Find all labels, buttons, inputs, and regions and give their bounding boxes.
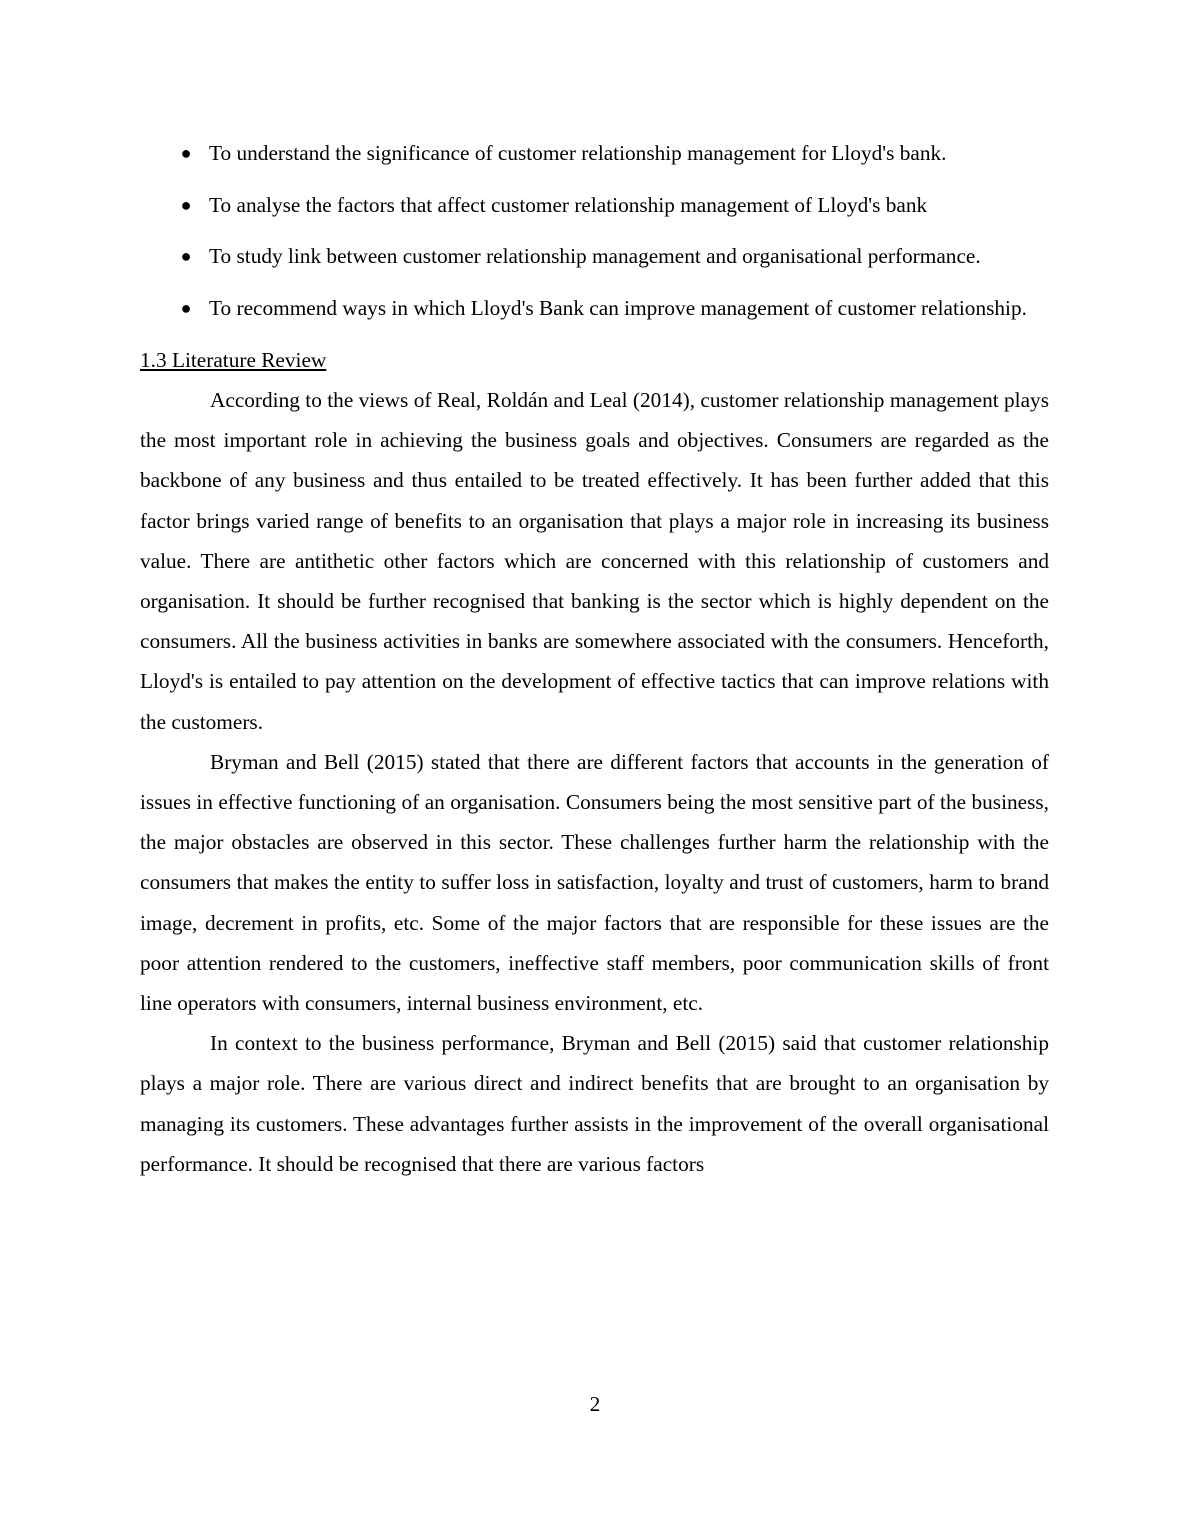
objectives-list (140, 133, 1049, 328)
section-heading: 1.3 Literature Review (140, 347, 327, 372)
bullet-icon: ● (180, 194, 192, 215)
list-item (140, 236, 1049, 276)
list-item (140, 185, 1049, 225)
list-item (140, 288, 1049, 328)
objective-text: To study link between customer relationship management and organisational performance. (209, 244, 981, 269)
objective-text: To recommend ways in which Lloyd's Bank can improve management of customer relationship. (209, 296, 1027, 321)
bullet-icon: ● (180, 246, 192, 267)
body-paragraph: Bryman and Bell (2015) stated that there are different factors that accounts in the generation of issues in effective functioning of an organisation. Consumers being the most sensitive part of the business, the major obstacles are observed in this sector. These challenges further harm the relationship with the consumers that makes the entity to suffer loss in satisfaction, loyalty and trust of customers, harm to brand image, decrement in profits, etc. Some of the major factors that are responsible for these issues are the poor attention rendered to the customers, ineffective staff members, poor communication skills of front line operators with consumers, internal business environment, etc. (140, 749, 1049, 1016)
objective-text: To analyse the factors that affect customer relationship management of Lloyd's bank (209, 192, 928, 217)
body-paragraph: In context to the business performance, Bryman and Bell (2015) said that customer relationship plays a major role. There are various direct and indirect benefits that are brought to an organisation by managing its customers. These advantages further assists in the improvement of the overall organisational performance. It should be recognised that there are various factors (140, 1031, 1049, 1176)
bullet-icon: ● (180, 298, 192, 319)
list-item (140, 133, 1049, 173)
body-paragraph: According to the views of Real, Roldán and Leal (2014), customer relationship management plays the most important role in achieving the business goals and objectives. Consumers are regarded as the backbone of any business and thus entailed to be treated effectively. It has been further added that this factor brings varied range of benefits to an organisation that plays a major role in increasing its business value. There are antithetic other factors which are concerned with this relationship of customers and organisation. It should be further recognised that banking is the sector which is highly dependent on the consumers. All the business activities in banks are somewhere associated with the consumers. Henceforth, Lloyd's is entailed to pay attention on the development of effective tactics that can improve relations with the customers. (140, 388, 1049, 734)
page-number: 2 (589, 1392, 601, 1416)
objective-text: To understand the significance of customer relationship management for Lloyd's bank. (209, 141, 947, 165)
document-page (140, 133, 1049, 1184)
bullet-icon: ● (180, 143, 192, 163)
